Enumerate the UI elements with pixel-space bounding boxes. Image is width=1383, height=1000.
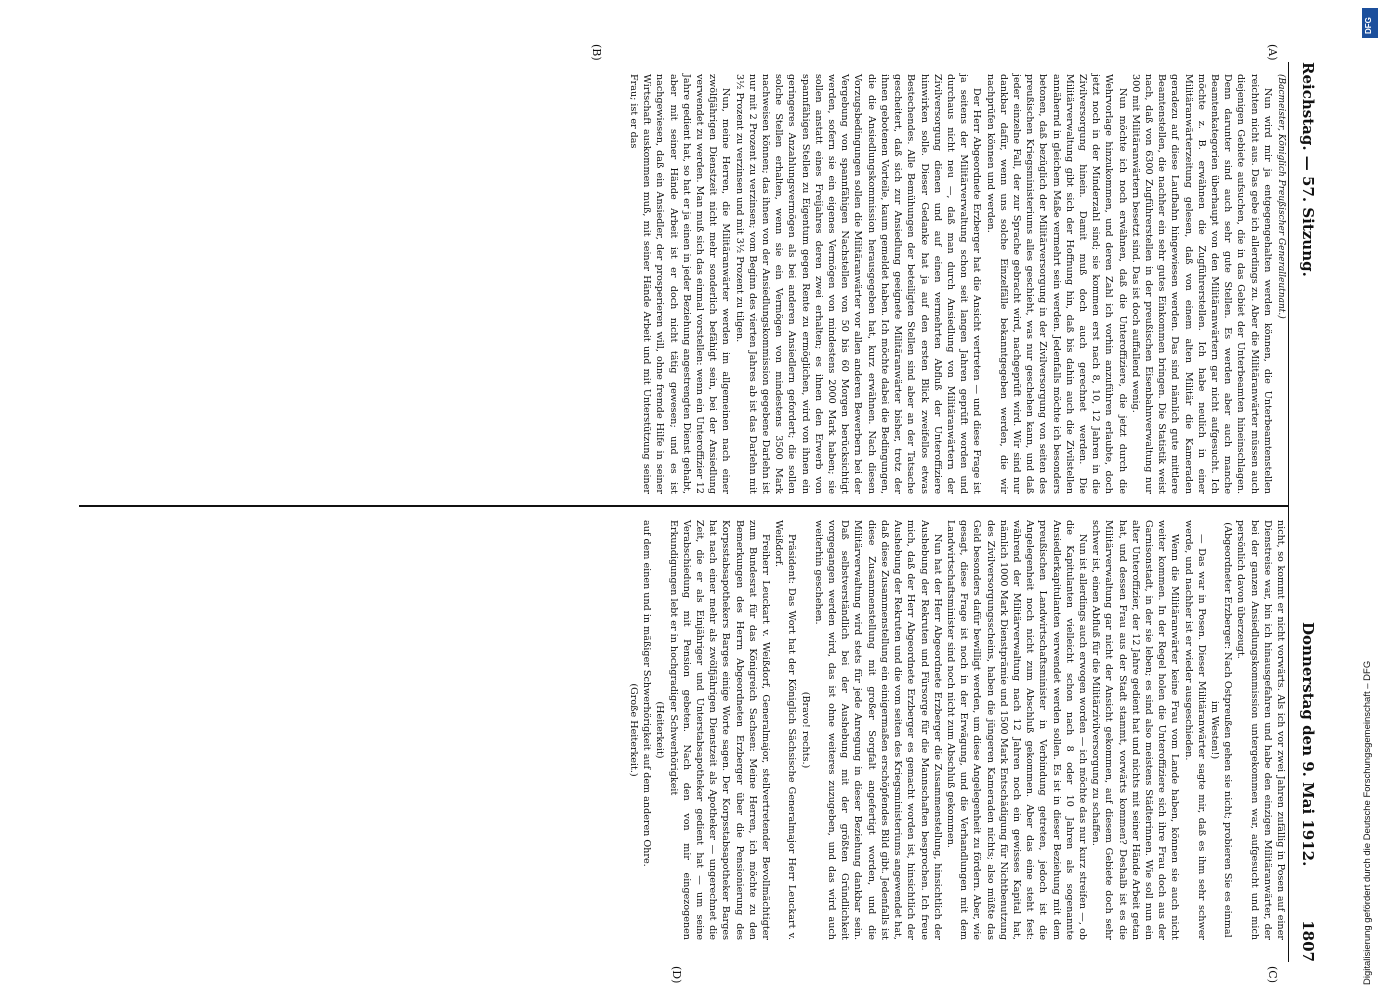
margin-marker-a: (A) <box>1266 44 1279 61</box>
paragraph: Nun ist allerdings auch erwogen worden — ich möchte das nur kurz streifen —, ob die Kapitulanten vielleicht schon nach 8 oder 10 Jahren als sogenannte Ansiedlerkapitulanten verwendet werden sollen. Es ist in dieser Beziehung mit dem preußischen Landwirtschaftsminister in Verbindung getreten, jedoch ist die Angelegenheit noch nicht zum Abschluß gekommen. Aber das eine steht fest: während der Militärverwaltung nach 12 Jahren noch ein gewisses Kapital hat, nämlich 1000 Mark Dienstprämie und 1500 Mark Entschädigung für Nichtbenutzung des Zivilversorgungsscheins, haben die jüngeren Kameraden nichts; also müßte das Geld besonders dafür bewilligt werden, um diese Angelegenheit zu fördern. Aber, wie gesagt, diese Frage ist noch in der Erwägung, und die Verhandlungen mit dem Landwirtschaftsminister sind noch nicht zum Abschluß gekommen. <box>944 520 1088 940</box>
laughter-note: (Große Heiterkeit.) <box>628 683 640 777</box>
paragraph: Nun möchte ich noch erwähnen, daß die Unteroffiziere, die jetzt durch die Wehrvorlage hinzukommen, und deren Zahl ich vorhin anzuführen erlaubte, doch jetzt noch in der Minderzahl sind; sie kommen erst nach 8, 10, 12 Jahren in die Zivilversorgung hinein. Damit muß doch auch gerechnet werden. Die Militärverwaltung gibt sich der Hoffnung hin, daß bis dahin auch die Zivilstellen annähernd in gleichem Maße vermehrt sein werden. Jedenfalls möchte ich besonders betonen, daß bezüglich der Militärversorgung in der Zivilversorgung von seiten des preußischen Kriegsministeriums alles geschieht, was nur geschehen kann, und daß jeder einzelne Fall, der zur Sprache gebracht wird, nachgeprüft wird. Wir sind nur dankbar dafür, wenn uns solche Einzelfälle bekanntgegeben werden, die wir nachprüfen können und werden. <box>984 74 1128 494</box>
paragraph: Der Herr Abgeordnete Erzberger hat die Ansicht vertreten — und diese Frage ist ja seitens der Militärverwaltung schon seit langen Jahren geprüft worden und durchaus nicht neu —, daß man durch Ansiedlung von Militäranwärtern der Zivilversorgung dienen und auf einen vermehrten Abfluß der Unteroffiziere hinwirken solle. Dieser Gedanke hat ja auf den ersten Blick zweifellos etwas Bestechendes. Alle Bemühungen der beteiligten Stellen sind aber an der Tatsache gescheitert, daß sich zur Ansiedlung geeignete Militäranwärter bisher, trotz der ihnen gebotenen Vorteile, kaum gemeldet haben. Ich möchte dabei die Bedingungen, die die Ansiedlungskommission herausgegeben hat, kurz erwähnen. Nach diesen Vorzugsbedingungen sollen die Militäranwärter vor allen anderen Bewerbern bei der Vergebung von spannfähigen Nachstellen von 50 bis 60 Morgen berücksichtigt werden, sofern sie ein eigenes Vermögen von mindestens 2000 Mark haben; sie sollen anstatt eines Freijahres deren zwei erhalten; es ihnen den Erwerb von spannfähigen Stellen zu Eigentum gegen Rente zu ermöglichen, wird von ihnen ein geringeres Anzahlungsvermögen als bei anderen Ansiedlern gefordert; die sollen solche Stellen erhalten, wenn sie ein Vermögen von mindestens 3500 Mark nachweisen können; das ihnen von der Ansiedlungskommission gegebene Darlehn ist nur mit 2 Prozent zu verzinsen; vom Beginn des vierten Jahres ab ist das Darlehn mit 3½ Prozent zu verzinsen und mit 3½ Prozent zu tilgen. <box>733 74 983 494</box>
paragraph: Nun hat der Herr Abgeordnete Erzberger die Zusammenstellung, hinsichtlich der Aushebung der Rekruten und Fürsorge für die Mannschaften besprochen. Ich freue mich, daß der Herr Abgeordnete Erzberger es gemacht worden ist, hinsichtlich der Aushebung der Rekruten und die vom seiten des Kriegsministeriums angewendet hat, daß diese Zusammenstellung ein einigermaßen erschöpfendes Bild gibt. Jedenfalls ist diese Zusammenstellung mit großer Sorgfalt angefertigt worden, und die Militärverwaltung wird stets für jede Anregung in dieser Beziehung dankbar sein. Daß selbstverständlich bei der Aushebung mit der größten Gründlichkeit vorgegangen werden wird, das ist ohne weiteres zuzugeben, und das wird auch weiterhin geschehen. <box>812 520 943 940</box>
header-session: Reichstag. — 57. Sitzung. <box>1299 62 1317 277</box>
page-number: 1807 <box>1299 920 1317 962</box>
dfg-logo <box>1362 8 1378 38</box>
right-column <box>627 520 1287 940</box>
paragraph: nicht, so kommt er nicht vorwärts. Als ich vor zwei Jahren zufällig in Posen auf einer Dienstreise war, bin ich hinausgefahren und habe den einzigen Militäranwärter, der bei der ganzen Ansiedlungskommission untergekommen war, aufgesucht und mich persönlich davon überzeugt. <box>1235 520 1286 940</box>
laughter-note: (Heiterkeit) <box>654 701 666 759</box>
margin-marker-d: (D) <box>670 966 683 984</box>
president-line: Präsident: Das Wort hat der Königlich Sächsische Generalmajor Herr Leuckart v. Weißdorf. <box>773 520 798 940</box>
paragraph: — Das war in Posen. Dieser Militäranwärter sagte mir, daß es ihm sehr schwer werde, und nachher ist er wieder ausgeschieden. <box>1182 520 1207 940</box>
running-head <box>1293 62 1319 962</box>
paragraph: Freiherr Leuckart v. Weißdorf, Generalmajor, stellvertretender Bevollmächtigter zum Bundesrat für das Königreich Sachsen: Meine Herren, ich möchte zu den Bemerkungen des Herrn Abgeordneten Erzberger über die Pensionierung des Korpsstabsapothekers Barges einige Worte sagen. Der Korpsstabsapotheker Barges hat nach einer mehr als zwölfjährigen Dienstzeit als Apotheker — ungerechnet die Zeit, die er als Einjähriger und Unterstabsapotheker gedient hat — um seine Verabschiedung mit Pension gebeten. Nach den von mir eingezogenen Erkundigungen lebt er in hochgradiger Schwerhörigkeit <box>667 520 772 940</box>
dfg-logo-text: DFG <box>1364 17 1373 34</box>
paragraph: Wenn die Militäranwärter keine Frau vom Lande haben, können sie auch nicht weiter kommen. In der Regel holen die Unteroffiziere sich ihre Frau doch aus der Garnisonstadt, in der sie leben; es sind also meistens Städterinnen. Wie soll nun ein alter Unteroffizier, der 12 Jahre gedient hat und nichts mit seiner Hände Arbeit getan hat, und dessen Frau aus der Stadt stammt, vorwärts kommen? Deshalb ist es die Militärverwaltung gar nicht der Ansicht gekommen, auf diesem Gebiete doch sehr schwer ist, einen Abfluß für die Militärzivilversorgung zu schaffen. <box>1090 520 1181 940</box>
interjection: (Abgeordneter Erzberger: Nach Ostpreußen gehen sie nicht; probieren Sie es einmal im Westen!) <box>1208 522 1234 938</box>
paragraph: Nun, meine Herren, die Militäranwärter werden im allgemeinen nach einer zwölfjährigen Dienstzeit nicht mehr sonderlich befähigt sein, bei der Ansiedlung verwendet zu werden. Man muß sich das einmal vorstellen: wenn ein Unteroffizier 12 Jahre gedient hat, so hat er ja einen in jeder Beziehung angestrengten Dienst gehabt, aber mit seiner Hände Arbeit ist er doch nicht tätig gewesen; und es ist nachgewiesen, daß ein Ansiedler, der prosperieren will, ohne fremde Hilfe in seiner Wirtschaft auskommen muß, mit seiner Hände Arbeit und mit Unterstützung seiner Frau; ist er das <box>628 74 732 494</box>
column-rule <box>79 505 1289 507</box>
header-date: Donnerstag den 9. Mai 1912. <box>1299 622 1317 867</box>
margin-marker-c: (C) <box>1266 966 1279 983</box>
paragraph: Nun wird mir ja entgegengehalten werden können, die Unterbeamtenstellen reichten nicht aus. Das gebe ich allerdings zu. Aber die Militäranwärter müssen auch diejenigen Gebiete aufsuchen, die in das Gebiet der Unterbeamten hineinschlagen. Denn darunter sind auch sehr gute Stellen. Es werden aber auch manche Beamtenkategorien überhaupt von den Militäranwärtern gar nicht aufgesucht. Ich möchte z. B. erwähnen die Zugführerstellen. Ich habe neulich in einer Militäranwärterzeitung gelesen, daß von einem alten Militär die Kameraden geradezu auf diese Laufbahn hingewiesen werden. Das sind nämlich gute mittlere Beamtenstellen, die nachher ein sehr gutes Einkommen bringen. Die Statistik weist nach, daß von 6300 Zugführerstellen in der preußischen Eisenbahnverwaltung nur 300 mit Militäranwärtern besetzt sind. Das ist doch auffallend wenig. <box>1129 74 1273 494</box>
paragraph: auf dem einen und in mäßiger Schwerhörigkeit auf dem anderen Ohre. <box>641 520 653 867</box>
left-column <box>627 74 1287 494</box>
applause-note: (Bravo! rechts.) <box>799 691 811 769</box>
header-rule <box>1288 62 1289 962</box>
digitization-credit: Digitalisierung gefördert durch die Deutsche Forschungsgemeinschaft – DFG <box>1362 660 1373 985</box>
margin-marker-b: (B) <box>590 44 603 61</box>
speaker-note: (Bacmeister, Königlich Preußischer Generalleutnant.) <box>1276 74 1286 319</box>
